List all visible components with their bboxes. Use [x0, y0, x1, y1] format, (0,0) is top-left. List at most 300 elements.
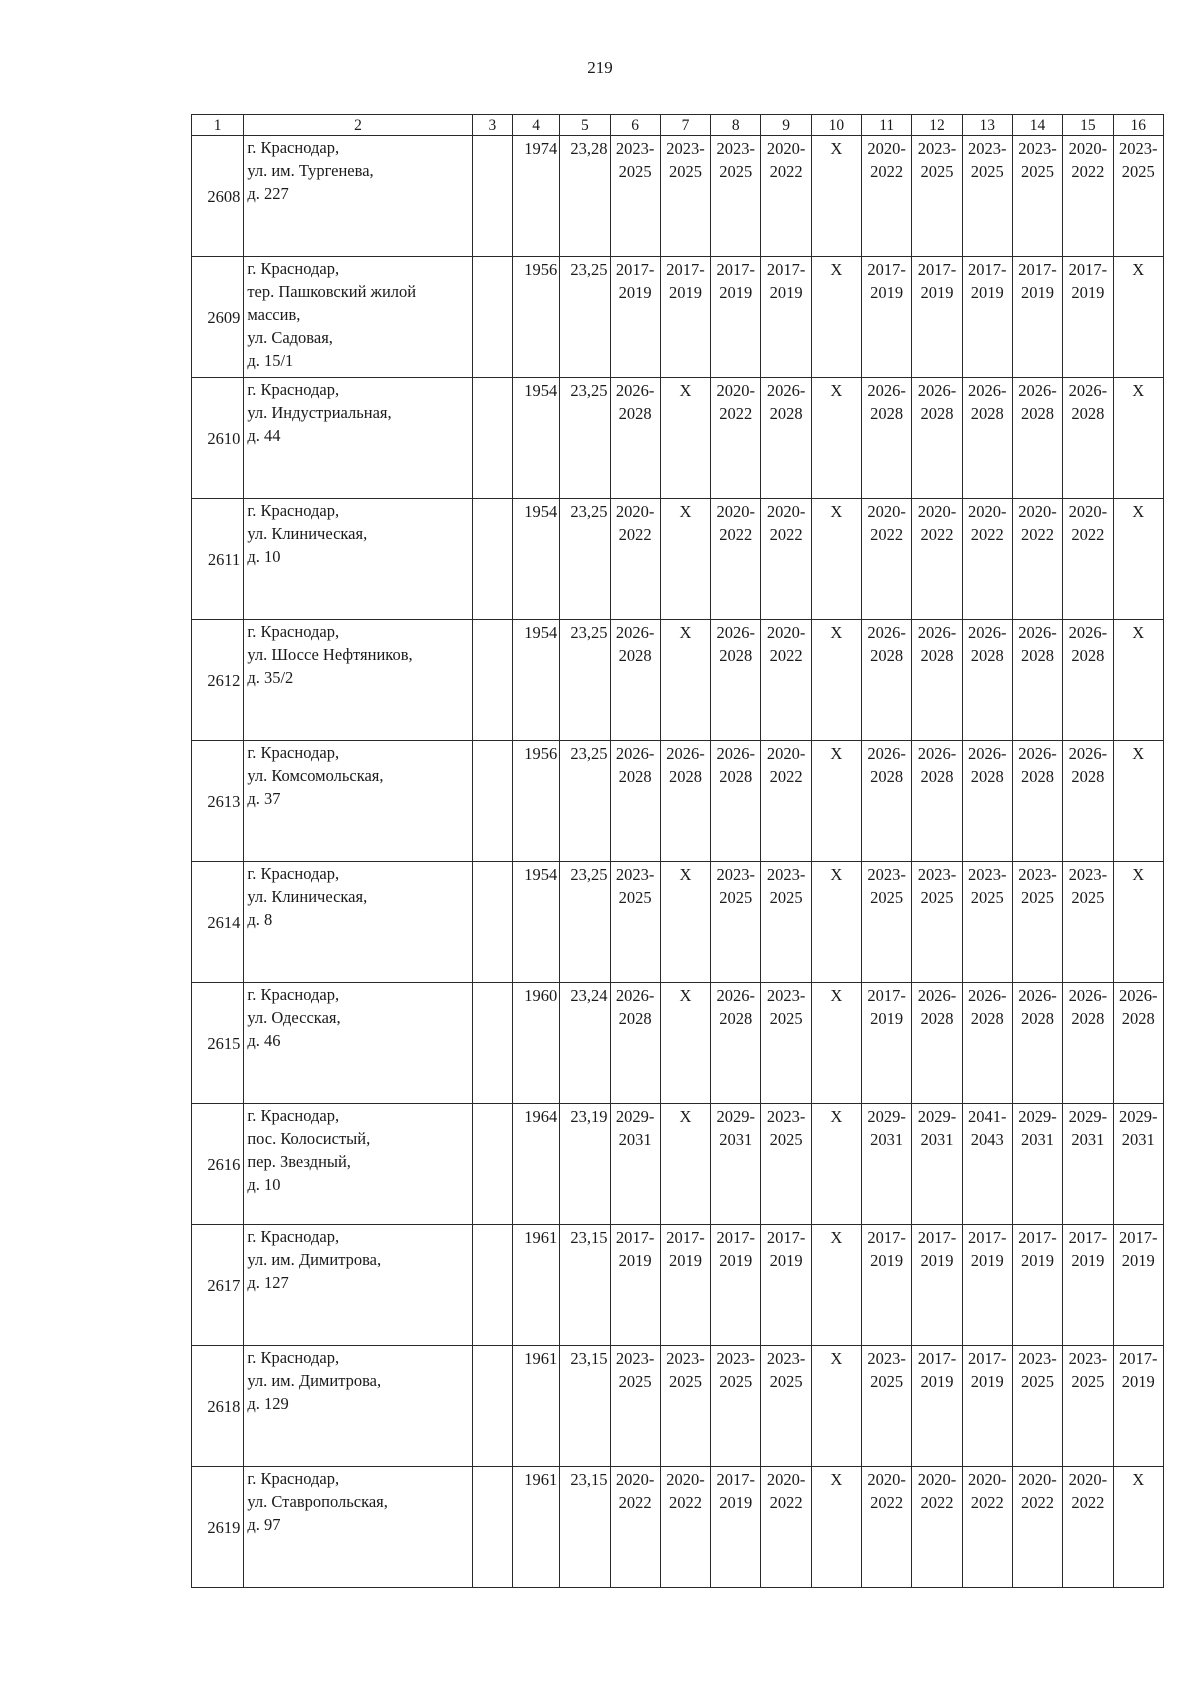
- period-text: 2023-: [1119, 139, 1158, 158]
- period-text: 2019: [668, 283, 702, 302]
- address-line: д. 37: [247, 789, 281, 808]
- address-line: г. Краснодар,: [247, 138, 340, 157]
- column-number-cell: 10: [811, 115, 861, 136]
- period-text: 2019: [870, 283, 904, 302]
- period-cell: [660, 136, 710, 257]
- period-text: 2026-: [917, 986, 957, 1005]
- period-text: 2029-: [917, 1107, 957, 1126]
- period-cell: [962, 741, 1012, 862]
- period-text: X: [1132, 744, 1145, 763]
- period-text: 2028: [920, 404, 954, 423]
- value-cell: 23,24: [560, 983, 610, 1104]
- period-text: 2023-: [917, 865, 957, 884]
- period-text: 2020-: [666, 1470, 705, 1489]
- period-text: 2026-: [968, 986, 1007, 1005]
- period-text: 2020-: [968, 502, 1007, 521]
- address-line: г. Краснодар,: [247, 1106, 340, 1125]
- period-text: 2020-: [1068, 139, 1108, 158]
- period-text: 2017-: [716, 1228, 756, 1247]
- address-cell: [244, 1104, 472, 1225]
- period-text: 2031: [1021, 1130, 1055, 1149]
- period-cell: [711, 378, 761, 499]
- address-line: д. 10: [247, 1175, 281, 1194]
- period-cell: [1012, 1104, 1062, 1225]
- column-number-cell: 9: [761, 115, 811, 136]
- period-cell: [610, 257, 660, 378]
- period-cell: [912, 1225, 962, 1346]
- period-cell: [1063, 862, 1113, 983]
- period-text: 2025: [769, 888, 803, 907]
- period-cell: [962, 862, 1012, 983]
- period-cell: [912, 499, 962, 620]
- column-number-cell: 8: [711, 115, 761, 136]
- period-cell: [711, 1104, 761, 1225]
- period-cell: [1012, 1467, 1062, 1588]
- period-text: 2028: [870, 646, 904, 665]
- period-text: 2019: [719, 1251, 753, 1270]
- period-text: X: [679, 1107, 692, 1126]
- period-cell: [811, 862, 861, 983]
- period-cell: [1012, 378, 1062, 499]
- period-cell: [862, 1467, 912, 1588]
- period-cell: [1113, 378, 1164, 499]
- row-number-cell: 2614: [192, 862, 244, 983]
- address-cell: [244, 741, 472, 862]
- address-line: д. 8: [247, 910, 273, 929]
- period-text: 2017-: [867, 260, 906, 279]
- year-cell: 1956: [512, 257, 559, 378]
- column-number-cell: 1: [192, 115, 244, 136]
- period-text: 2025: [1021, 162, 1055, 181]
- table-row: [192, 862, 1164, 983]
- row-number-cell: 2610: [192, 378, 244, 499]
- address-cell: [244, 1225, 472, 1346]
- period-text: 2025: [769, 1372, 803, 1391]
- period-text: 2025: [1021, 888, 1055, 907]
- period-cell: [962, 620, 1012, 741]
- period-text: 2025: [870, 1372, 904, 1391]
- column-number-cell: 6: [610, 115, 660, 136]
- period-text: 2031: [870, 1130, 904, 1149]
- table-row: [192, 499, 1164, 620]
- period-text: 2017-: [766, 260, 806, 279]
- period-text: 2023-: [615, 1349, 655, 1368]
- period-text: 2026-: [1068, 623, 1108, 642]
- address-line: г. Краснодар,: [247, 1227, 340, 1246]
- period-text: 2020-: [1018, 1470, 1057, 1489]
- period-text: 2017-: [716, 1470, 756, 1489]
- table-row: [192, 620, 1164, 741]
- period-text: X: [1132, 1470, 1145, 1489]
- year-cell: 1960: [512, 983, 559, 1104]
- period-cell: [811, 620, 861, 741]
- period-text: 2025: [719, 1372, 753, 1391]
- period-text: 2019: [1121, 1251, 1155, 1270]
- period-cell: [912, 1104, 962, 1225]
- period-text: 2019: [769, 283, 803, 302]
- period-text: 2022: [769, 767, 803, 786]
- period-text: 2022: [1021, 1493, 1055, 1512]
- period-text: X: [1132, 623, 1145, 642]
- period-text: 2025: [769, 1130, 803, 1149]
- column-3-cell: [472, 1225, 512, 1346]
- column-number-cell: 14: [1012, 115, 1062, 136]
- period-text: X: [830, 986, 843, 1005]
- period-cell: [660, 1346, 710, 1467]
- value-cell: 23,25: [560, 257, 610, 378]
- period-cell: [1063, 620, 1113, 741]
- period-text: 2031: [618, 1130, 652, 1149]
- period-cell: [962, 378, 1012, 499]
- period-text: 2020-: [766, 623, 806, 642]
- address-line: г. Краснодар,: [247, 864, 340, 883]
- period-text: 2028: [1021, 646, 1055, 665]
- column-number-row: [192, 115, 1164, 136]
- period-text: 2028: [618, 1009, 652, 1028]
- period-text: X: [1132, 865, 1145, 884]
- period-cell: [862, 378, 912, 499]
- table-row: [192, 1467, 1164, 1588]
- column-number-cell: 12: [912, 115, 962, 136]
- period-cell: [1113, 741, 1164, 862]
- period-cell: [610, 741, 660, 862]
- column-number-cell: 7: [660, 115, 710, 136]
- address-cell: [244, 499, 472, 620]
- address-line: ул. Клиническая,: [247, 524, 368, 543]
- period-cell: [1113, 1346, 1164, 1467]
- period-cell: [862, 983, 912, 1104]
- column-number-cell: 16: [1113, 115, 1164, 136]
- period-text: 2022: [920, 525, 954, 544]
- period-text: 2026-: [867, 744, 906, 763]
- period-text: 2020-: [1068, 1470, 1108, 1489]
- period-cell: [1113, 136, 1164, 257]
- address-line: д. 46: [247, 1031, 281, 1050]
- address-line: д. 129: [247, 1394, 289, 1413]
- period-text: 2031: [1121, 1130, 1155, 1149]
- period-cell: [1012, 862, 1062, 983]
- period-text: 2019: [1121, 1372, 1155, 1391]
- period-text: X: [830, 381, 843, 400]
- table-row: [192, 257, 1164, 378]
- value-cell: 23,15: [560, 1467, 610, 1588]
- table-row: [192, 1225, 1164, 1346]
- period-cell: [811, 741, 861, 862]
- period-text: 2022: [970, 1493, 1004, 1512]
- period-cell: [610, 1225, 660, 1346]
- period-cell: [1063, 1225, 1113, 1346]
- period-text: 2017-: [615, 1228, 655, 1247]
- address-line: ул. Ставропольская,: [247, 1492, 388, 1511]
- period-cell: [862, 257, 912, 378]
- period-text: 2028: [719, 767, 753, 786]
- period-text: 2023-: [666, 139, 705, 158]
- period-text: X: [679, 502, 692, 521]
- period-cell: [610, 1467, 660, 1588]
- period-text: 2028: [920, 646, 954, 665]
- period-text: 2017-: [716, 260, 756, 279]
- column-number-cell: 11: [862, 115, 912, 136]
- period-text: 2029-: [615, 1107, 655, 1126]
- period-cell: [1113, 620, 1164, 741]
- period-cell: [761, 741, 811, 862]
- period-text: 2025: [1021, 1372, 1055, 1391]
- period-text: 2026-: [716, 744, 756, 763]
- period-text: 2026-: [968, 623, 1007, 642]
- period-text: 2023-: [666, 1349, 705, 1368]
- period-text: 2022: [870, 1493, 904, 1512]
- period-cell: [761, 257, 811, 378]
- period-cell: [962, 1467, 1012, 1588]
- period-cell: [811, 1467, 861, 1588]
- period-cell: [912, 136, 962, 257]
- address-line: тер. Пашковский жилой: [247, 282, 417, 301]
- table-row: [192, 1104, 1164, 1225]
- period-text: 2025: [668, 162, 702, 181]
- year-cell: 1964: [512, 1104, 559, 1225]
- period-cell: [1113, 1104, 1164, 1225]
- period-cell: [962, 257, 1012, 378]
- column-3-cell: [472, 1467, 512, 1588]
- period-cell: [711, 257, 761, 378]
- period-cell: [962, 1104, 1012, 1225]
- row-number-cell: 2609: [192, 257, 244, 378]
- period-text: X: [830, 744, 843, 763]
- row-number-cell: 2613: [192, 741, 244, 862]
- address-line: д. 44: [247, 426, 281, 445]
- period-cell: [912, 983, 962, 1104]
- period-text: 2023-: [615, 865, 655, 884]
- period-cell: [1012, 741, 1062, 862]
- period-cell: [761, 1346, 811, 1467]
- period-text: 2019: [1071, 283, 1105, 302]
- period-text: 2020-: [917, 502, 957, 521]
- period-text: 2017-: [1068, 1228, 1108, 1247]
- period-text: X: [1132, 381, 1145, 400]
- address-line: г. Краснодар,: [247, 1348, 340, 1367]
- period-text: 2019: [618, 1251, 652, 1270]
- period-cell: [761, 499, 811, 620]
- period-text: 2020-: [716, 381, 756, 400]
- period-cell: [610, 378, 660, 499]
- period-text: 2026-: [917, 623, 957, 642]
- period-text: 2025: [769, 1009, 803, 1028]
- period-text: 2020-: [615, 502, 655, 521]
- period-text: 2019: [719, 283, 753, 302]
- period-cell: [761, 983, 811, 1104]
- period-cell: [610, 1346, 660, 1467]
- year-cell: 1954: [512, 862, 559, 983]
- address-line: д. 10: [247, 547, 281, 566]
- period-cell: [1113, 862, 1164, 983]
- value-cell: 23,15: [560, 1346, 610, 1467]
- period-text: 2025: [1071, 888, 1105, 907]
- period-text: 2026-: [615, 381, 655, 400]
- address-line: г. Краснодар,: [247, 622, 340, 641]
- period-cell: [811, 257, 861, 378]
- row-number-cell: 2616: [192, 1104, 244, 1225]
- period-text: X: [830, 1107, 843, 1126]
- address-line: г. Краснодар,: [247, 985, 340, 1004]
- period-text: 2026-: [1068, 381, 1108, 400]
- period-text: 2028: [769, 404, 803, 423]
- period-text: 2019: [920, 283, 954, 302]
- period-text: 2028: [920, 767, 954, 786]
- period-text: 2026-: [867, 381, 906, 400]
- address-line: г. Краснодар,: [247, 380, 340, 399]
- table-row: [192, 136, 1164, 257]
- period-cell: [660, 620, 710, 741]
- period-text: 2022: [1071, 162, 1105, 181]
- row-number-cell: 2611: [192, 499, 244, 620]
- period-text: 2017-: [867, 986, 906, 1005]
- period-cell: [660, 983, 710, 1104]
- period-cell: [660, 741, 710, 862]
- period-text: 2022: [618, 525, 652, 544]
- column-number-cell: 2: [244, 115, 472, 136]
- period-text: 2017-: [917, 1349, 957, 1368]
- period-text: 2019: [870, 1251, 904, 1270]
- period-cell: [1012, 983, 1062, 1104]
- period-cell: [610, 499, 660, 620]
- period-text: 2023-: [615, 139, 655, 158]
- period-text: 2023-: [867, 865, 906, 884]
- period-cell: [912, 257, 962, 378]
- period-cell: [811, 1346, 861, 1467]
- period-text: X: [830, 623, 843, 642]
- period-text: 2025: [1121, 162, 1155, 181]
- period-text: 2029-: [867, 1107, 906, 1126]
- period-text: 2028: [1121, 1009, 1155, 1028]
- value-cell: 23,25: [560, 741, 610, 862]
- period-text: 2028: [618, 767, 652, 786]
- period-cell: [912, 378, 962, 499]
- address-line: г. Краснодар,: [247, 1469, 340, 1488]
- address-line: г. Краснодар,: [247, 743, 340, 762]
- period-cell: [862, 1104, 912, 1225]
- period-text: 2023-: [766, 865, 806, 884]
- column-3-cell: [472, 862, 512, 983]
- period-text: 2028: [1071, 404, 1105, 423]
- period-text: 2020-: [615, 1470, 655, 1489]
- address-line: ул. им. Димитрова,: [247, 1371, 382, 1390]
- period-text: 2019: [719, 1493, 753, 1512]
- period-text: 2020-: [766, 139, 806, 158]
- period-cell: [1063, 983, 1113, 1104]
- period-text: 2022: [769, 1493, 803, 1512]
- period-text: 2020-: [867, 139, 906, 158]
- page-number: 219: [587, 58, 613, 77]
- table-row: [192, 1346, 1164, 1467]
- year-cell: 1956: [512, 741, 559, 862]
- period-cell: [962, 1346, 1012, 1467]
- period-text: 2026-: [615, 623, 655, 642]
- column-3-cell: [472, 499, 512, 620]
- period-text: X: [1132, 260, 1145, 279]
- address-line: ул. Шоссе Нефтяников,: [247, 645, 413, 664]
- period-cell: [660, 1467, 710, 1588]
- address-line: ул. Одесская,: [247, 1008, 341, 1027]
- period-cell: [711, 741, 761, 862]
- period-cell: [1063, 257, 1113, 378]
- period-text: 2025: [870, 888, 904, 907]
- period-text: 2019: [970, 1372, 1004, 1391]
- period-cell: [811, 983, 861, 1104]
- period-cell: [1063, 1346, 1113, 1467]
- period-text: 2019: [1021, 1251, 1055, 1270]
- column-number-cell: 15: [1063, 115, 1113, 136]
- year-cell: 1954: [512, 620, 559, 741]
- period-text: 2025: [970, 888, 1004, 907]
- period-cell: [660, 862, 710, 983]
- period-cell: [811, 136, 861, 257]
- period-text: 2031: [920, 1130, 954, 1149]
- period-text: 2017-: [1018, 260, 1057, 279]
- period-text: 2028: [668, 767, 702, 786]
- period-text: 2028: [1021, 404, 1055, 423]
- period-text: 2017-: [1119, 1228, 1158, 1247]
- row-number-cell: 2619: [192, 1467, 244, 1588]
- period-text: 2019: [970, 283, 1004, 302]
- period-cell: [1012, 499, 1062, 620]
- period-text: 2028: [870, 767, 904, 786]
- period-text: 2020-: [867, 502, 906, 521]
- period-cell: [711, 1346, 761, 1467]
- address-line: ул. им. Тургенева,: [247, 161, 374, 180]
- address-line: ул. Индустриальная,: [247, 403, 392, 422]
- period-cell: [962, 136, 1012, 257]
- column-number-cell: 4: [512, 115, 559, 136]
- period-cell: [711, 862, 761, 983]
- period-text: 2019: [1071, 1251, 1105, 1270]
- period-cell: [1012, 620, 1062, 741]
- period-text: 2022: [769, 162, 803, 181]
- period-text: 2019: [769, 1251, 803, 1270]
- column-3-cell: [472, 1104, 512, 1225]
- period-text: 2026-: [968, 381, 1007, 400]
- period-text: 2028: [1021, 767, 1055, 786]
- period-text: 2017-: [666, 1228, 705, 1247]
- row-number-cell: 2618: [192, 1346, 244, 1467]
- address-line: ул. Клиническая,: [247, 887, 368, 906]
- value-cell: 23,19: [560, 1104, 610, 1225]
- period-text: 2028: [1071, 646, 1105, 665]
- column-3-cell: [472, 741, 512, 862]
- period-text: X: [830, 1470, 843, 1489]
- address-line: д. 227: [247, 184, 289, 203]
- column-3-cell: [472, 620, 512, 741]
- period-text: 2023-: [766, 1349, 806, 1368]
- value-cell: 23,25: [560, 862, 610, 983]
- period-text: 2020-: [917, 1470, 957, 1489]
- period-text: 2023-: [1018, 865, 1057, 884]
- table-row: [192, 983, 1164, 1104]
- column-3-cell: [472, 1346, 512, 1467]
- period-text: 2023-: [1068, 1349, 1108, 1368]
- period-text: 2026-: [666, 744, 705, 763]
- period-text: 2023-: [766, 986, 806, 1005]
- period-text: 2026-: [1119, 986, 1158, 1005]
- period-text: 2022: [668, 1493, 702, 1512]
- period-cell: [1113, 983, 1164, 1104]
- period-cell: [610, 862, 660, 983]
- column-number-cell: 5: [560, 115, 610, 136]
- period-text: X: [830, 865, 843, 884]
- period-text: 2020-: [867, 1470, 906, 1489]
- year-cell: 1961: [512, 1467, 559, 1588]
- period-cell: [711, 1225, 761, 1346]
- period-text: 2028: [1071, 767, 1105, 786]
